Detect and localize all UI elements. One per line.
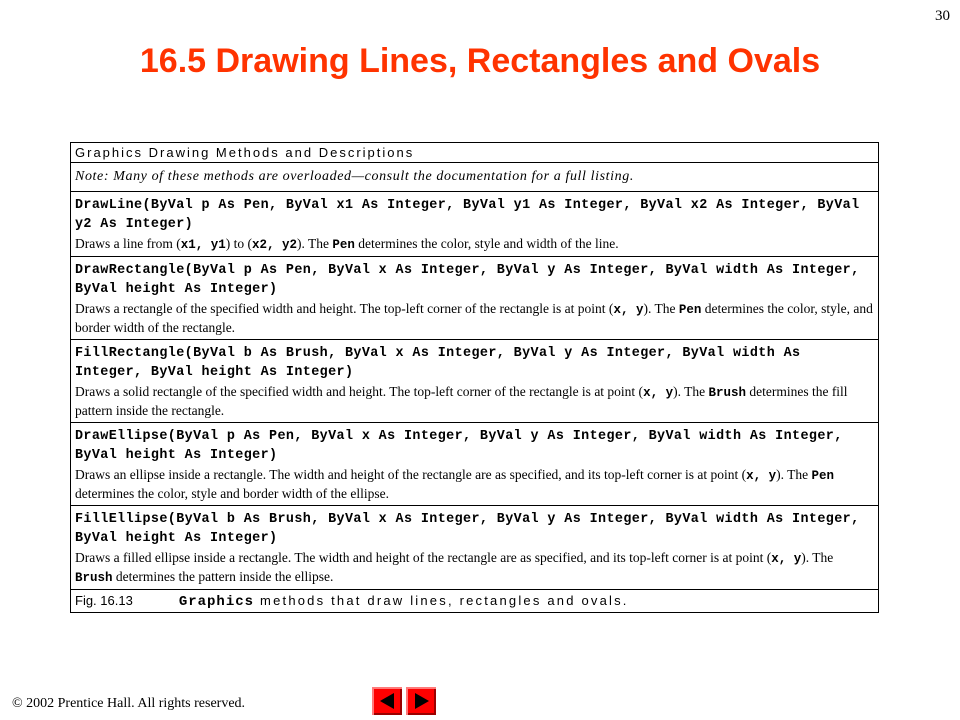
method-description: Draws a rectangle of the specified width and height. The top-left corner of the rectangle is at point (x, y). The Pen determines the color, style, and border width of the rectangle.	[75, 301, 873, 335]
method-signature: DrawLine(ByVal p As Pen, ByVal x1 As Integer, ByVal y1 As Integer, ByVal x2 As Integer, ByVal y2 As Integer)	[75, 198, 868, 232]
methods-table	[70, 142, 879, 613]
method-description: Draws a line from (x1, y1) to (x2, y2). The Pen determines the color, style and width of the line.	[75, 236, 619, 252]
table-note: Note: Many of these methods are overloaded—consult the documentation for a full listing.	[71, 163, 878, 192]
method-signature: DrawEllipse(ByVal p As Pen, ByVal x As Integer, ByVal y As Integer, ByVal width As Integer, ByVal height As Integer)	[75, 429, 852, 463]
triangle-right-icon[interactable]	[406, 687, 436, 715]
method-row-drawline	[71, 192, 878, 257]
copyright-notice: © 2002 Prentice Hall. All rights reserved.	[12, 696, 246, 711]
method-description: Draws a filled ellipse inside a rectangle. The width and height of the rectangle are as specified, and its top-left corner is at point (x, y). The Brush determines the pattern inside the ellipse.	[75, 550, 834, 585]
slide-title: 16.5 Drawing Lines, Rectangles and Ovals	[139, 42, 821, 80]
method-row-fillrectangle	[71, 340, 878, 423]
method-description: Draws an ellipse inside a rectangle. The width and height of the rectangle are as specified, and its top-left corner is at point (x, y). The Pen determines the color, style and border width of the ellipse.	[75, 467, 835, 501]
method-signature: FillRectangle(ByVal b As Brush, ByVal x As Integer, ByVal y As Integer, ByVal width As Integer, ByVal height As Integer)	[75, 346, 809, 380]
method-signature: DrawRectangle(ByVal p As Pen, ByVal x As Integer, ByVal y As Integer, ByVal width As Integer, ByVal height As Integer)	[75, 263, 868, 297]
method-row-fillellipse	[71, 506, 878, 590]
caption-text: methods that draw lines, rectangles and ovals.	[260, 593, 629, 608]
figure-label: Fig. 16.13	[75, 593, 133, 608]
caption-code: Graphics	[178, 594, 255, 610]
method-row-drawellipse	[71, 423, 878, 506]
method-row-drawrectangle	[71, 257, 878, 340]
figure-caption	[71, 590, 878, 612]
triangle-left-icon[interactable]	[372, 687, 402, 715]
method-signature: FillEllipse(ByVal b As Brush, ByVal x As Integer, ByVal y As Integer, ByVal width As Integer, ByVal height As Integer)	[75, 512, 868, 546]
page-number: 30	[935, 8, 950, 24]
slide-navigation	[372, 687, 436, 715]
method-description: Draws a solid rectangle of the specified width and height. The top-left corner of the rectangle is at point (x, y). The Brush determines the fill pattern inside the rectangle.	[75, 384, 848, 418]
table-header: Graphics Drawing Methods and Descriptions	[71, 143, 878, 163]
